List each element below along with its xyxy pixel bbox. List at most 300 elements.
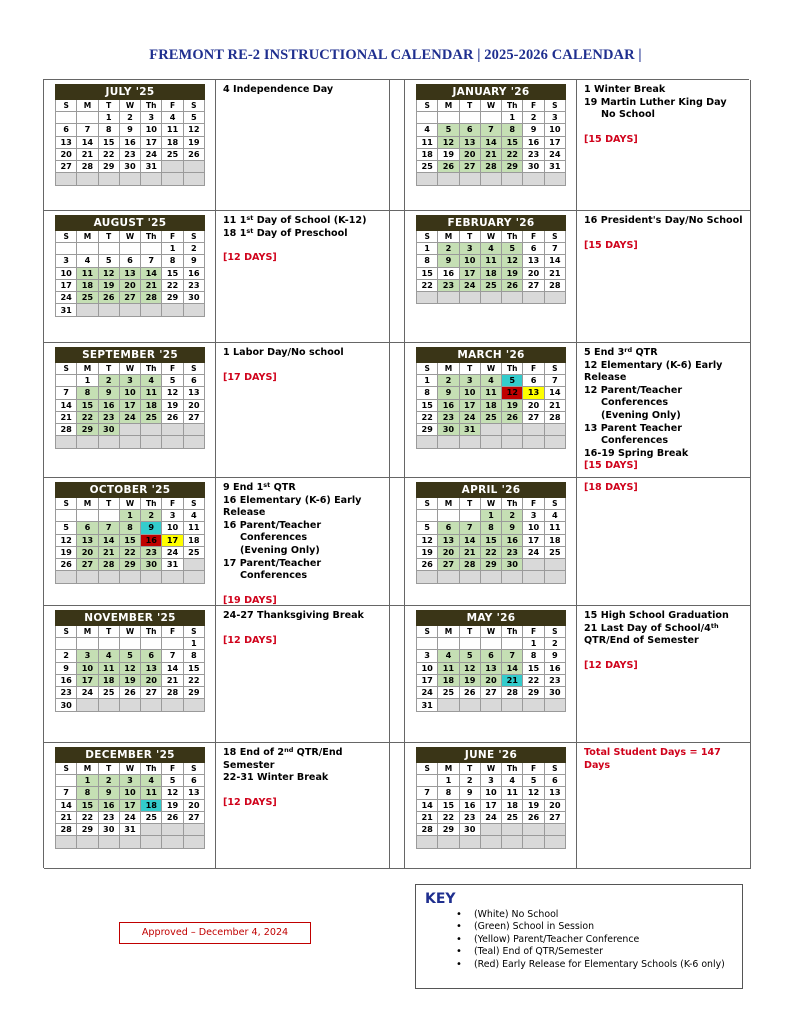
day-cell: 30 [438, 424, 459, 436]
day-cell: 5 [438, 124, 459, 136]
day-cell: 3 [162, 510, 183, 522]
month-calendar [416, 215, 566, 304]
day-cell: 8 [77, 787, 98, 799]
day-cell: 25 [141, 811, 162, 823]
day-cell: 15 [417, 267, 438, 279]
notes-cell [216, 211, 390, 343]
day-cell: 9 [459, 787, 480, 799]
day-cell [438, 699, 459, 711]
day-cell: 24 [119, 411, 140, 423]
day-cell: 9 [523, 124, 544, 136]
day-cell: 28 [98, 559, 119, 571]
note-line: 1 Labor Day/No school [223, 347, 344, 358]
day-cell: 24 [544, 148, 565, 160]
day-cell: 2 [183, 243, 204, 255]
month-calendar [416, 84, 566, 186]
day-cell: 16 [183, 267, 204, 279]
day-cell: 29 [183, 687, 204, 699]
day-cell: 17 [141, 136, 162, 148]
day-cell: 7 [544, 375, 565, 387]
note-line: Conferences [240, 532, 308, 544]
day-cell: 14 [417, 799, 438, 811]
day-cell: 19 [56, 546, 77, 558]
spacer-cell [390, 343, 405, 478]
day-cell: 2 [56, 650, 77, 662]
day-cell: 7 [480, 124, 501, 136]
day-cell [438, 510, 459, 522]
day-cell: 13 [480, 662, 501, 674]
day-cell: 31 [56, 304, 77, 316]
day-cell: 15 [98, 136, 119, 148]
note-line: 22-31 Winter Break [223, 772, 329, 784]
day-cell: 21 [98, 546, 119, 558]
note-line: 11 1st Day of School (K-12) [223, 214, 367, 226]
day-cell: 30 [523, 161, 544, 173]
calendar-cell [405, 478, 577, 606]
day-cell: 12 [502, 387, 523, 399]
month-title: AUGUST '25 [56, 216, 205, 231]
day-cell: 13 [544, 787, 565, 799]
day-cell: 9 [438, 255, 459, 267]
note-line: 1 Winter Break [584, 84, 666, 95]
month-notes [223, 482, 389, 607]
day-cell [480, 824, 501, 836]
day-cell: 11 [98, 662, 119, 674]
day-cell: 25 [98, 687, 119, 699]
day-cell: 25 [502, 811, 523, 823]
instructional-days: [12 DAYS] [584, 659, 638, 671]
day-cell: 16 [56, 674, 77, 686]
day-cell: 31 [459, 424, 480, 436]
instructional-days: [15 DAYS] [584, 239, 638, 251]
day-cell: 30 [459, 824, 480, 836]
weekday-header: S [417, 626, 438, 638]
day-cell: 21 [141, 279, 162, 291]
day-cell: 29 [480, 559, 501, 571]
day-cell: 13 [56, 136, 77, 148]
day-cell: 30 [98, 824, 119, 836]
weekday-header: W [480, 498, 501, 510]
day-cell: 24 [141, 148, 162, 160]
day-cell: 27 [523, 411, 544, 423]
day-cell: 11 [183, 522, 204, 534]
notes-cell [216, 80, 390, 211]
weekday-header: S [544, 626, 565, 638]
weekday-header: M [438, 363, 459, 375]
weekday-header: F [162, 363, 183, 375]
day-cell: 8 [502, 124, 523, 136]
day-cell [459, 436, 480, 448]
day-cell [119, 699, 140, 711]
day-cell: 8 [417, 255, 438, 267]
day-cell: 6 [523, 243, 544, 255]
day-cell: 27 [77, 559, 98, 571]
day-cell [77, 243, 98, 255]
day-cell: 13 [523, 255, 544, 267]
day-cell: 12 [459, 662, 480, 674]
day-cell [544, 173, 565, 185]
day-cell: 29 [98, 161, 119, 173]
day-cell: 23 [502, 546, 523, 558]
day-cell: 11 [438, 662, 459, 674]
weekday-header: Th [502, 763, 523, 775]
day-cell: 17 [523, 534, 544, 546]
month-title: JANUARY '26 [417, 85, 566, 100]
day-cell [480, 436, 501, 448]
day-cell: 22 [502, 148, 523, 160]
day-cell [523, 824, 544, 836]
day-cell: 8 [183, 650, 204, 662]
day-cell: 25 [183, 546, 204, 558]
weekday-header: S [183, 100, 204, 112]
day-cell: 8 [98, 124, 119, 136]
day-cell [98, 436, 119, 448]
day-cell [162, 638, 183, 650]
day-cell: 3 [56, 255, 77, 267]
month-calendar [416, 747, 566, 849]
day-cell: 15 [119, 534, 140, 546]
instructional-days: [17 DAYS] [223, 371, 277, 383]
day-cell: 19 [417, 546, 438, 558]
day-cell: 9 [98, 387, 119, 399]
weekday-header: T [98, 763, 119, 775]
day-cell: 26 [459, 687, 480, 699]
day-cell: 7 [98, 522, 119, 534]
day-cell: 18 [502, 799, 523, 811]
calendar-cell [44, 606, 216, 743]
weekday-header: M [438, 763, 459, 775]
day-cell: 29 [523, 687, 544, 699]
weekday-header: Th [502, 626, 523, 638]
day-cell [502, 638, 523, 650]
day-cell: 15 [162, 267, 183, 279]
day-cell: 9 [98, 787, 119, 799]
day-cell: 23 [523, 148, 544, 160]
notes-cell [216, 743, 390, 869]
day-cell [119, 436, 140, 448]
day-cell: 1 [502, 112, 523, 124]
day-cell [98, 699, 119, 711]
month-calendar [416, 347, 566, 449]
day-cell: 16 [438, 267, 459, 279]
day-cell: 4 [162, 112, 183, 124]
day-cell: 2 [141, 510, 162, 522]
note-line: 16 President's Day/No School [584, 215, 743, 226]
day-cell: 3 [459, 375, 480, 387]
day-cell: 10 [141, 124, 162, 136]
day-cell [119, 571, 140, 583]
month-title: SEPTEMBER '25 [56, 348, 205, 363]
month-calendar [416, 482, 566, 584]
day-cell [417, 836, 438, 848]
day-cell [183, 304, 204, 316]
day-cell: 18 [438, 674, 459, 686]
day-cell: 29 [77, 424, 98, 436]
day-cell [77, 436, 98, 448]
day-cell: 26 [502, 279, 523, 291]
day-cell: 11 [141, 787, 162, 799]
day-cell: 20 [183, 399, 204, 411]
note-line: (Evening Only) [601, 409, 681, 421]
day-cell: 14 [480, 136, 501, 148]
day-cell: 24 [119, 811, 140, 823]
day-cell: 22 [77, 411, 98, 423]
day-cell: 1 [523, 638, 544, 650]
day-cell: 17 [459, 399, 480, 411]
day-cell: 24 [480, 811, 501, 823]
weekday-header: T [98, 626, 119, 638]
day-cell: 2 [438, 243, 459, 255]
note-line: 18 1st Day of Preschool [223, 226, 348, 239]
day-cell: 17 [56, 279, 77, 291]
weekday-header: Th [502, 363, 523, 375]
day-cell: 5 [162, 775, 183, 787]
day-cell: 17 [162, 534, 183, 546]
day-cell: 23 [98, 811, 119, 823]
day-cell [119, 424, 140, 436]
weekday-header: S [417, 231, 438, 243]
day-cell: 5 [523, 775, 544, 787]
note-line: 18 End of 2nd QTR/End Semester [223, 746, 343, 771]
note-line: 24-27 Thanksgiving Break [223, 610, 364, 621]
day-cell [502, 836, 523, 848]
day-cell [183, 571, 204, 583]
day-cell [56, 243, 77, 255]
day-cell [183, 699, 204, 711]
day-cell: 17 [119, 799, 140, 811]
day-cell: 26 [438, 161, 459, 173]
key-item-green: • (Green) School in Session [425, 921, 742, 933]
day-cell: 21 [56, 411, 77, 423]
day-cell: 7 [417, 787, 438, 799]
weekday-header: T [459, 363, 480, 375]
day-cell [438, 112, 459, 124]
day-cell: 20 [480, 674, 501, 686]
day-cell: 25 [77, 292, 98, 304]
weekday-header: Th [141, 763, 162, 775]
day-cell: 6 [141, 650, 162, 662]
day-cell: 3 [544, 112, 565, 124]
day-cell: 1 [162, 243, 183, 255]
weekday-header: F [523, 100, 544, 112]
day-cell: 7 [141, 255, 162, 267]
month-title: OCTOBER '25 [56, 483, 205, 498]
calendar-cell [405, 606, 577, 743]
day-cell: 14 [502, 662, 523, 674]
day-cell: 10 [162, 522, 183, 534]
day-cell: 11 [417, 136, 438, 148]
weekday-header: S [56, 363, 77, 375]
day-cell [98, 836, 119, 848]
day-cell: 4 [438, 650, 459, 662]
day-cell: 18 [162, 136, 183, 148]
day-cell: 30 [56, 699, 77, 711]
day-cell [183, 424, 204, 436]
month-notes [584, 347, 750, 473]
calendar-cell [44, 343, 216, 478]
note-line: 16-19 Spring Break [584, 447, 689, 459]
day-cell: 18 [417, 148, 438, 160]
day-cell: 29 [417, 424, 438, 436]
day-cell [56, 173, 77, 185]
day-cell: 4 [417, 124, 438, 136]
day-cell: 19 [162, 799, 183, 811]
day-cell: 2 [523, 112, 544, 124]
day-cell: 20 [183, 799, 204, 811]
day-cell: 20 [459, 148, 480, 160]
day-cell: 11 [162, 124, 183, 136]
day-cell [523, 173, 544, 185]
key-item-teal: • (Teal) End of QTR/Semester [425, 946, 742, 958]
day-cell: 12 [523, 787, 544, 799]
day-cell [480, 112, 501, 124]
day-cell: 1 [98, 112, 119, 124]
day-cell: 23 [544, 674, 565, 686]
month-calendar [55, 610, 205, 712]
day-cell: 26 [162, 411, 183, 423]
day-cell: 23 [119, 148, 140, 160]
day-cell: 2 [459, 775, 480, 787]
day-cell: 20 [56, 148, 77, 160]
day-cell: 1 [183, 638, 204, 650]
day-cell: 20 [523, 267, 544, 279]
day-cell: 2 [119, 112, 140, 124]
day-cell [480, 638, 501, 650]
day-cell [119, 173, 140, 185]
weekday-header: W [480, 626, 501, 638]
day-cell [98, 510, 119, 522]
weekday-header: S [56, 626, 77, 638]
weekday-header: S [183, 626, 204, 638]
day-cell: 29 [119, 559, 140, 571]
day-cell: 12 [98, 267, 119, 279]
day-cell: 13 [77, 534, 98, 546]
day-cell: 23 [98, 411, 119, 423]
weekday-header: T [459, 763, 480, 775]
day-cell: 28 [502, 687, 523, 699]
day-cell: 27 [56, 161, 77, 173]
weekday-header: S [56, 763, 77, 775]
weekday-header: S [56, 498, 77, 510]
day-cell: 22 [417, 411, 438, 423]
day-cell: 12 [417, 534, 438, 546]
day-cell [438, 638, 459, 650]
weekday-header: Th [141, 231, 162, 243]
day-cell: 16 [98, 799, 119, 811]
day-cell: 1 [77, 375, 98, 387]
weekday-header: Th [141, 626, 162, 638]
weekday-header: Th [502, 498, 523, 510]
notes-cell [577, 743, 751, 869]
day-cell: 20 [119, 279, 140, 291]
day-cell: 25 [480, 279, 501, 291]
day-cell [523, 571, 544, 583]
note-line: 15 High School Graduation [584, 610, 729, 621]
day-cell [77, 173, 98, 185]
day-cell [502, 699, 523, 711]
weekday-header: W [119, 626, 140, 638]
day-cell: 18 [544, 534, 565, 546]
day-cell [523, 436, 544, 448]
day-cell: 6 [183, 775, 204, 787]
day-cell [459, 510, 480, 522]
day-cell: 14 [459, 534, 480, 546]
day-cell: 7 [162, 650, 183, 662]
weekday-header: S [544, 363, 565, 375]
day-cell [162, 699, 183, 711]
day-cell: 3 [417, 650, 438, 662]
day-cell [141, 436, 162, 448]
day-cell: 3 [141, 112, 162, 124]
day-cell [480, 173, 501, 185]
day-cell [438, 292, 459, 304]
day-cell [544, 559, 565, 571]
day-cell [56, 571, 77, 583]
day-cell: 28 [417, 824, 438, 836]
day-cell: 8 [480, 522, 501, 534]
day-cell [98, 571, 119, 583]
instructional-days: [15 DAYS] [584, 133, 638, 145]
day-cell: 5 [502, 375, 523, 387]
day-cell: 16 [544, 662, 565, 674]
day-cell [523, 424, 544, 436]
weekday-header: W [119, 231, 140, 243]
day-cell: 14 [56, 799, 77, 811]
day-cell: 20 [523, 399, 544, 411]
notes-cell [577, 606, 751, 743]
weekday-header: S [417, 363, 438, 375]
day-cell [502, 173, 523, 185]
day-cell: 13 [183, 787, 204, 799]
day-cell: 4 [98, 650, 119, 662]
day-cell [141, 173, 162, 185]
day-cell [417, 571, 438, 583]
month-title: MAY '26 [417, 611, 566, 626]
day-cell [183, 436, 204, 448]
day-cell: 17 [459, 267, 480, 279]
month-calendar [55, 215, 205, 317]
month-notes [223, 747, 389, 809]
weekday-header: M [77, 498, 98, 510]
day-cell: 25 [162, 148, 183, 160]
weekday-header: W [480, 100, 501, 112]
month-title: JULY '25 [56, 85, 205, 100]
day-cell [119, 836, 140, 848]
day-cell: 15 [77, 399, 98, 411]
day-cell [417, 173, 438, 185]
spacer-cell [390, 80, 405, 211]
day-cell [56, 836, 77, 848]
instructional-days: [12 DAYS] [223, 634, 277, 646]
day-cell: 5 [417, 522, 438, 534]
day-cell: 27 [183, 811, 204, 823]
day-cell [459, 173, 480, 185]
day-cell: 11 [502, 787, 523, 799]
month-notes [223, 215, 389, 265]
day-cell: 9 [438, 387, 459, 399]
instructional-days: [12 DAYS] [223, 252, 277, 264]
day-cell: 13 [119, 267, 140, 279]
day-cell: 27 [119, 292, 140, 304]
day-cell: 16 [98, 399, 119, 411]
month-notes [223, 347, 389, 384]
day-cell: 7 [459, 522, 480, 534]
day-cell: 31 [417, 699, 438, 711]
day-cell [544, 836, 565, 848]
day-cell: 14 [162, 662, 183, 674]
weekday-header: M [77, 231, 98, 243]
day-cell: 3 [119, 375, 140, 387]
